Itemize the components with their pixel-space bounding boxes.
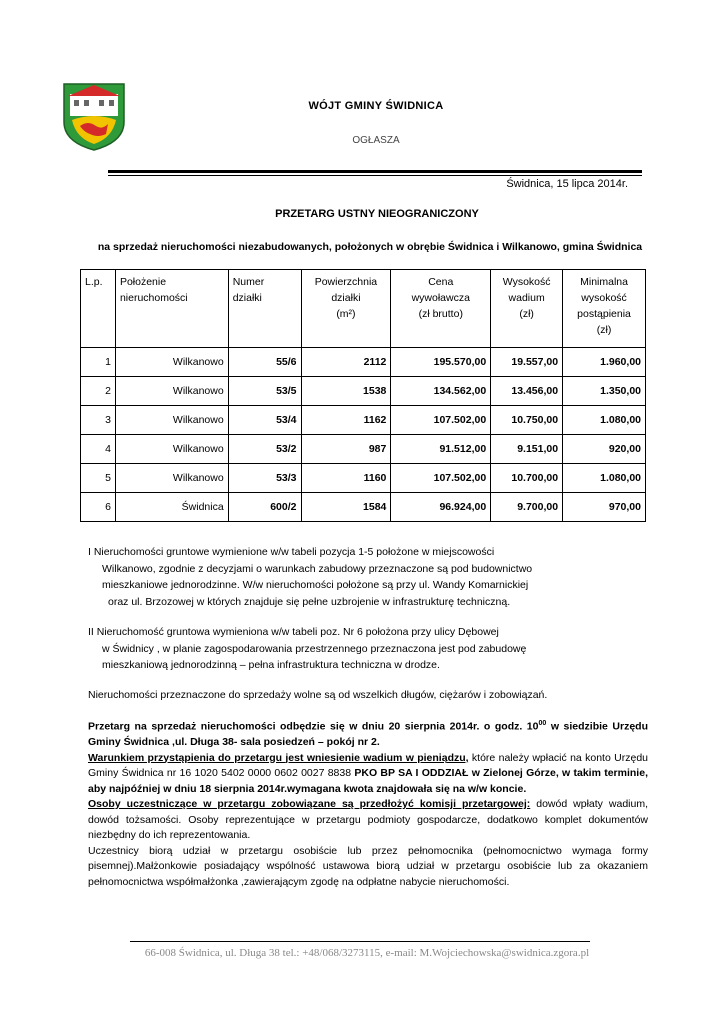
auction-schedule: Przetarg na sprzedaż nieruchomości odbędzie się w dniu 20 sierpnia 2014r. o godz. $10^{00}$ w siedzibie Urzędu Gminy Świdnica ,ul. Długa 38- sala posiedzeń – pokój nr 2.: [88, 720, 649, 748]
cell-area: 1162: [301, 406, 391, 435]
property-table: [80, 269, 646, 522]
table-row: [81, 493, 646, 522]
cell-location: Świdnica: [115, 493, 228, 522]
cell-min-increment: 1.350,00: [563, 377, 646, 406]
footer-divider: [130, 941, 590, 942]
cell-price: 96.924,00: [391, 493, 491, 522]
section-2: [88, 624, 648, 674]
cell-min-increment: 970,00: [563, 493, 646, 522]
col-header-deposit: Wysokość wadium (zł): [491, 270, 563, 348]
header-divider-thin: [108, 175, 642, 176]
cell-plot-number: 53/2: [228, 435, 301, 464]
cell-location: Wilkanowo: [115, 406, 228, 435]
section-1-line: oraz ul. Brzozowej w których znajduje się pełne uzbrojenie w infrastrukturę techniczną.: [108, 595, 511, 608]
section-3: Nieruchomości przeznaczone do sprzedaży wolne są od wszelkich długów, ciężarów i zobowiązań.: [88, 689, 548, 701]
cell-deposit: 9.151,00: [491, 435, 563, 464]
table-row: [81, 435, 646, 464]
cell-price: 107.502,00: [391, 406, 491, 435]
cell-deposit: 10.700,00: [491, 464, 563, 493]
cell-area: 1584: [301, 493, 391, 522]
cell-min-increment: 1.080,00: [563, 406, 646, 435]
col-header-min-increment: Minimalna wysokość postąpienia (zł): [563, 270, 646, 348]
table-row: [81, 406, 646, 435]
table-row: [81, 377, 646, 406]
cell-plot-number: 600/2: [228, 493, 301, 522]
section-1-line: Wilkanowo, zgodnie z decyzjami o warunkach zabudowy przeznaczone są pod budownictwo: [102, 562, 533, 575]
cell-deposit: 13.456,00: [491, 377, 563, 406]
footer-contact: 66-008 Świdnica, ul. Długa 38 tel.: +48/068/3273115, e-mail: M.Wojciechowska@swidnica.zgora.pl: [144, 947, 590, 959]
document-subtitle: na sprzedaż nieruchomości niezabudowanych, położonych w obrębie Świdnica i Wilkanowo, gmina Świdnica: [97, 241, 643, 253]
table-header-row: [81, 270, 646, 348]
cell-area: 2112: [301, 348, 391, 377]
cell-price: 195.570,00: [391, 348, 491, 377]
deposit-conditions: Warunkiem przystąpienia do przetargu jest wniesienie wadium w pieniądzu, które należy wpłacić na konto Urzędu Gminy Świdnica nr 16 1020 5402 0000 0602 0027 8838 PKO BP SA I ODDZIAŁ w Zielonej Górze, w takim terminie, aby najpóźniej w dniu 18 sierpnia 2014r.wymagana kwota znajdowała się na w/w koncie.: [88, 751, 649, 795]
cell-lp: 4: [81, 435, 116, 464]
section-1-line: mieszkaniowe jednorodzinne. W/w nieruchomości położone są przy ul. Wandy Komarnickiej: [102, 579, 529, 591]
cell-price: 134.562,00: [391, 377, 491, 406]
participant-requirements: Osoby uczestniczące w przetargu zobowiązane są przedłożyć komisji przetargowej: dowód wpłaty wadium, dowód tożsamości. Osoby reprezentujące w przetargu podmioty gospodarcze, dodatkowo komplet dokumentów niezbędny do ich reprezentowania.: [88, 798, 648, 841]
cell-min-increment: 1.080,00: [563, 464, 646, 493]
cell-min-increment: 1.960,00: [563, 348, 646, 377]
announcement-label: OGŁASZA: [352, 135, 400, 146]
table-row: [81, 464, 646, 493]
cell-location: Wilkanowo: [115, 348, 228, 377]
section-2-line: w Świdnicy , w planie zagospodarowania przestrzennego przeznaczona jest pod zabudowę: [102, 642, 527, 655]
cell-lp: 5: [81, 464, 116, 493]
cell-deposit: 9.700,00: [491, 493, 563, 522]
section-4: [88, 716, 648, 890]
cell-plot-number: 53/4: [228, 406, 301, 435]
cell-price: 107.502,00: [391, 464, 491, 493]
cell-location: Wilkanowo: [115, 377, 228, 406]
cell-min-increment: 920,00: [563, 435, 646, 464]
document-date: Świdnica, 15 lipca 2014r.: [506, 178, 628, 190]
section-2-line: mieszkaniową jednorodzinną – pełna infrastruktura techniczna w drodze.: [102, 659, 440, 671]
cell-lp: 1: [81, 348, 116, 377]
table-row: [81, 348, 646, 377]
header-divider: [108, 170, 642, 173]
cell-plot-number: 53/3: [228, 464, 301, 493]
issuer-title: WÓJT GMINY ŚWIDNICA: [308, 100, 444, 112]
cell-lp: 6: [81, 493, 116, 522]
col-header-location: Położenie nieruchomości: [115, 270, 228, 348]
col-header-price: Cena wywoławcza (zł brutto): [391, 270, 491, 348]
col-header-area: Powierzchnia działki (m²): [301, 270, 391, 348]
cell-deposit: 10.750,00: [491, 406, 563, 435]
cell-location: Wilkanowo: [115, 464, 228, 493]
cell-plot-number: 53/5: [228, 377, 301, 406]
cell-location: Wilkanowo: [115, 435, 228, 464]
cell-area: 1160: [301, 464, 391, 493]
cell-lp: 2: [81, 377, 116, 406]
cell-price: 91.512,00: [391, 435, 491, 464]
cell-area: 1538: [301, 377, 391, 406]
col-header-plot-number: Numer działki: [228, 270, 301, 348]
cell-lp: 3: [81, 406, 116, 435]
section-2-line: II Nieruchomość gruntowa wymieniona w/w tabeli poz. Nr 6 położona przy ulicy Dębowej: [88, 626, 499, 638]
col-header-lp: L.p.: [81, 270, 116, 348]
section-1: [88, 544, 648, 610]
cell-plot-number: 55/6: [228, 348, 301, 377]
document-title: PRZETARG USTNY NIEOGRANICZONY: [275, 208, 479, 220]
cell-deposit: 19.557,00: [491, 348, 563, 377]
cell-area: 987: [301, 435, 391, 464]
section-1-line: I Nieruchomości gruntowe wymienione w/w tabeli pozycja 1-5 położone w miejscowości: [88, 546, 495, 558]
representation-rules: Uczestnicy biorą udział w przetargu osobiście lub przez pełnomocnika (pełnomocnictwo wymaga formy pisemnej).Małżonkowie posiadający wspólność ustawowa biorą udział w przetargu osobiście lub za okazaniem pełnomocnictwa współmałżonka ,zawierającym zgodę na odpłatne nabycie nieruchomości.: [88, 844, 648, 888]
